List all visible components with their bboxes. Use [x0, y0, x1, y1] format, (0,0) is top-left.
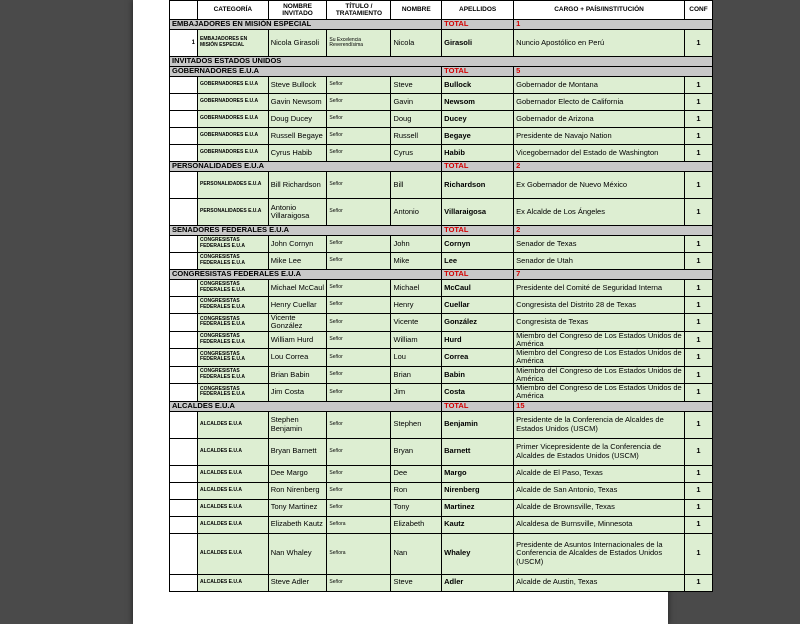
cell-categoria: GOBERNADORES E.U.A	[198, 94, 269, 111]
cell-categoria: CONGRESISTAS FEDERALES E.U.A	[198, 253, 269, 270]
cell-titulo: Señor	[327, 280, 391, 297]
cell-titulo: Señor	[327, 384, 391, 402]
row-index	[170, 253, 198, 270]
row-index	[170, 366, 198, 384]
cell-cargo: Alcaldesa de Burnsville, Minnesota	[514, 516, 685, 533]
total-count: 7	[514, 270, 713, 280]
row-index: 1	[170, 30, 198, 57]
section-label: EMBAJADORES EN MISIÓN ESPECIAL	[170, 20, 442, 30]
row-index	[170, 516, 198, 533]
cell-conf: 1	[684, 111, 712, 128]
document-page	[133, 0, 708, 624]
cell-titulo: Su Excelencia Reverendísima	[327, 30, 391, 57]
cell-cargo: Primer Vicepresidente de la Conferencia de Alcaldes de Estados Unidos (USCM)	[514, 438, 685, 465]
cell-titulo: Señor	[327, 94, 391, 111]
row-index	[170, 411, 198, 438]
header-nombre-invitado: NOMBRE INVITADO	[268, 1, 327, 20]
cell-categoria: ALCALDES E.U.A	[198, 574, 269, 591]
header-categoria: CATEGORÍA	[198, 1, 269, 20]
cell-apellido: Villaraigosa	[442, 199, 514, 226]
section-alcaldes	[170, 401, 713, 411]
cell-invitado: Brian Babin	[268, 366, 327, 384]
cell-categoria: ALCALDES E.U.A	[198, 438, 269, 465]
cell-categoria: CONGRESISTAS FEDERALES E.U.A	[198, 384, 269, 402]
section-label: INVITADOS ESTADOS UNIDOS	[170, 57, 713, 67]
table-row	[170, 465, 713, 482]
cell-apellido: Adler	[442, 574, 514, 591]
cell-cargo: Senador de Texas	[514, 236, 685, 253]
cell-categoria: CONGRESISTAS FEDERALES E.U.A	[198, 366, 269, 384]
cell-invitado: Stephen Benjamin	[268, 411, 327, 438]
cell-nombre: Mike	[391, 253, 442, 270]
section-personalidades	[170, 162, 713, 172]
cell-titulo: Señor	[327, 465, 391, 482]
total-label: TOTAL	[442, 270, 514, 280]
total-label: TOTAL	[442, 401, 514, 411]
cell-invitado: Ron Nirenberg	[268, 482, 327, 499]
cell-apellido: Nirenberg	[442, 482, 514, 499]
cell-invitado: Henry Cuellar	[268, 297, 327, 314]
cell-apellido: Babin	[442, 366, 514, 384]
row-index	[170, 77, 198, 94]
cell-cargo: Alcalde de El Paso, Texas	[514, 465, 685, 482]
header-conf: CONF	[684, 1, 712, 20]
cell-titulo: Señor	[327, 145, 391, 162]
cell-categoria: ALCALDES E.U.A	[198, 499, 269, 516]
cell-nombre: Bill	[391, 172, 442, 199]
cell-titulo: Señora	[327, 516, 391, 533]
section-senadores	[170, 226, 713, 236]
cell-categoria: CONGRESISTAS FEDERALES E.U.A	[198, 280, 269, 297]
cell-nombre: Nicola	[391, 30, 442, 57]
total-count: 15	[514, 401, 713, 411]
cell-conf: 1	[684, 516, 712, 533]
cell-invitado: Russell Begaye	[268, 128, 327, 145]
cell-conf: 1	[684, 128, 712, 145]
row-index	[170, 172, 198, 199]
cell-conf: 1	[684, 499, 712, 516]
cell-nombre: Russell	[391, 128, 442, 145]
cell-categoria: GOBERNADORES E.U.A	[198, 128, 269, 145]
cell-invitado: Bryan Barnett	[268, 438, 327, 465]
cell-nombre: Vicente	[391, 314, 442, 332]
cell-cargo: Senador de Utah	[514, 253, 685, 270]
table-row	[170, 384, 713, 402]
section-label: CONGRESISTAS FEDERALES E.U.A	[170, 270, 442, 280]
row-index	[170, 199, 198, 226]
cell-conf: 1	[684, 438, 712, 465]
cell-apellido: Kautz	[442, 516, 514, 533]
section-embajadores	[170, 20, 713, 30]
cell-categoria: PERSONALIDADES E.U.A	[198, 172, 269, 199]
cell-categoria: EMBAJADORES EN MISIÓN ESPECIAL	[198, 30, 269, 57]
section-congresistas	[170, 270, 713, 280]
total-label: TOTAL	[442, 67, 514, 77]
cell-nombre: Antonio	[391, 199, 442, 226]
total-count: 5	[514, 67, 713, 77]
cell-categoria: PERSONALIDADES E.U.A	[198, 199, 269, 226]
table-row	[170, 574, 713, 591]
cell-nombre: Dee	[391, 465, 442, 482]
cell-conf: 1	[684, 30, 712, 57]
table-row	[170, 297, 713, 314]
cell-conf: 1	[684, 94, 712, 111]
cell-titulo: Señor	[327, 172, 391, 199]
cell-titulo: Señor	[327, 111, 391, 128]
cell-conf: 1	[684, 411, 712, 438]
cell-conf: 1	[684, 574, 712, 591]
table-row	[170, 482, 713, 499]
cell-titulo: Señor	[327, 314, 391, 332]
cell-invitado: Gavin Newsom	[268, 94, 327, 111]
cell-conf: 1	[684, 236, 712, 253]
table-row	[170, 30, 713, 57]
header-nombre: NOMBRE	[391, 1, 442, 20]
row-index	[170, 331, 198, 349]
cell-nombre: Ron	[391, 482, 442, 499]
cell-nombre: Brian	[391, 366, 442, 384]
row-index	[170, 482, 198, 499]
table-row	[170, 349, 713, 367]
cell-conf: 1	[684, 465, 712, 482]
row-index	[170, 499, 198, 516]
cell-invitado: Bill Richardson	[268, 172, 327, 199]
cell-apellido: Correa	[442, 349, 514, 367]
cell-nombre: Bryan	[391, 438, 442, 465]
cell-invitado: Doug Ducey	[268, 111, 327, 128]
row-index	[170, 438, 198, 465]
cell-conf: 1	[684, 384, 712, 402]
table-row	[170, 499, 713, 516]
cell-titulo: Señor	[327, 366, 391, 384]
table-row	[170, 94, 713, 111]
cell-conf: 1	[684, 533, 712, 574]
row-index	[170, 574, 198, 591]
cell-cargo: Alcalde de Brownsville, Texas	[514, 499, 685, 516]
cell-apellido: Newsom	[442, 94, 514, 111]
cell-apellido: Cuellar	[442, 297, 514, 314]
alcaldes-rows	[170, 411, 713, 591]
cell-apellido: Margo	[442, 465, 514, 482]
total-count: 1	[514, 20, 713, 30]
cell-nombre: Doug	[391, 111, 442, 128]
table-row	[170, 236, 713, 253]
cell-invitado: Lou Correa	[268, 349, 327, 367]
cell-invitado: Nan Whaley	[268, 533, 327, 574]
header-cargo: CARGO + PAÍS/INSTITUCIÓN	[514, 1, 685, 20]
cell-conf: 1	[684, 172, 712, 199]
cell-conf: 1	[684, 145, 712, 162]
cell-categoria: GOBERNADORES E.U.A	[198, 111, 269, 128]
total-label: TOTAL	[442, 20, 514, 30]
cell-invitado: Nicola Girasoli	[268, 30, 327, 57]
table-row	[170, 533, 713, 574]
cell-categoria: ALCALDES E.U.A	[198, 411, 269, 438]
total-count: 2	[514, 162, 713, 172]
cell-cargo: Nuncio Apostólico en Perú	[514, 30, 685, 57]
row-index	[170, 94, 198, 111]
cell-categoria: ALCALDES E.U.A	[198, 516, 269, 533]
cell-invitado: Dee Margo	[268, 465, 327, 482]
header-idx	[170, 1, 198, 20]
cell-categoria: GOBERNADORES E.U.A	[198, 77, 269, 94]
section-label: SENADORES FEDERALES E.U.A	[170, 226, 442, 236]
cell-invitado: Mike Lee	[268, 253, 327, 270]
cell-categoria: CONGRESISTAS FEDERALES E.U.A	[198, 331, 269, 349]
table-row	[170, 111, 713, 128]
cell-apellido: Benjamin	[442, 411, 514, 438]
cell-apellido: Costa	[442, 384, 514, 402]
row-index	[170, 236, 198, 253]
row-index	[170, 314, 198, 332]
cell-cargo: Alcalde de Austin, Texas	[514, 574, 685, 591]
congresistas-rows	[170, 280, 713, 402]
cell-cargo: Presidente de la Conferencia de Alcaldes de Estados Unidos (USCM)	[514, 411, 685, 438]
table-row	[170, 77, 713, 94]
section-label: PERSONALIDADES E.U.A	[170, 162, 442, 172]
row-index	[170, 297, 198, 314]
cell-nombre: Tony	[391, 499, 442, 516]
cell-invitado: Michael McCaul	[268, 280, 327, 297]
table-row	[170, 438, 713, 465]
cell-invitado: Cyrus Habib	[268, 145, 327, 162]
cell-titulo: Señor	[327, 438, 391, 465]
row-index	[170, 384, 198, 402]
cell-categoria: CONGRESISTAS FEDERALES E.U.A	[198, 297, 269, 314]
cell-titulo: Señora	[327, 533, 391, 574]
header-titulo: TÍTULO / TRATAMIENTO	[327, 1, 391, 20]
cell-apellido: González	[442, 314, 514, 332]
total-count: 2	[514, 226, 713, 236]
cell-cargo: Miembro del Congreso de Los Estados Unidos de América	[514, 331, 685, 349]
cell-apellido: Martinez	[442, 499, 514, 516]
cell-invitado: Elizabeth Kautz	[268, 516, 327, 533]
cell-apellido: Cornyn	[442, 236, 514, 253]
cell-titulo: Señor	[327, 482, 391, 499]
cell-nombre: Steve	[391, 574, 442, 591]
cell-cargo: Presidente del Comité de Seguridad Interna	[514, 280, 685, 297]
cell-invitado: Vicente González	[268, 314, 327, 332]
cell-categoria: CONGRESISTAS FEDERALES E.U.A	[198, 236, 269, 253]
cell-conf: 1	[684, 349, 712, 367]
cell-categoria: ALCALDES E.U.A	[198, 482, 269, 499]
cell-invitado: John Cornyn	[268, 236, 327, 253]
cell-apellido: Whaley	[442, 533, 514, 574]
cell-titulo: Señor	[327, 77, 391, 94]
cell-conf: 1	[684, 199, 712, 226]
cell-apellido: Lee	[442, 253, 514, 270]
cell-nombre: Jim	[391, 384, 442, 402]
cell-cargo: Presidente de Asuntos Internacionales de la Conferencia de Alcaldes de Estados Unidos (USCM)	[514, 533, 685, 574]
cell-conf: 1	[684, 331, 712, 349]
cell-titulo: Señor	[327, 574, 391, 591]
cell-invitado: Jim Costa	[268, 384, 327, 402]
table-row	[170, 199, 713, 226]
cell-cargo: Miembro del Congreso de Los Estados Unidos de América	[514, 366, 685, 384]
cell-cargo: Gobernador Electo de California	[514, 94, 685, 111]
cell-apellido: Ducey	[442, 111, 514, 128]
table-row	[170, 145, 713, 162]
section-label: ALCALDES E.U.A	[170, 401, 442, 411]
cell-cargo: Gobernador de Montana	[514, 77, 685, 94]
total-label: TOTAL	[442, 162, 514, 172]
cell-invitado: Steve Adler	[268, 574, 327, 591]
cell-nombre: William	[391, 331, 442, 349]
cell-cargo: Congresista del Distrito 28 de Texas	[514, 297, 685, 314]
cell-invitado: Tony Martinez	[268, 499, 327, 516]
cell-invitado: Antonio Villaraigosa	[268, 199, 327, 226]
cell-conf: 1	[684, 297, 712, 314]
row-index	[170, 349, 198, 367]
cell-cargo: Ex Alcalde de Los Ángeles	[514, 199, 685, 226]
cell-titulo: Señor	[327, 331, 391, 349]
cell-titulo: Señor	[327, 236, 391, 253]
cell-invitado: William Hurd	[268, 331, 327, 349]
table-row	[170, 280, 713, 297]
cell-cargo: Presidente de Navajo Nation	[514, 128, 685, 145]
cell-cargo: Congresista de Texas	[514, 314, 685, 332]
cell-cargo: Alcalde de San Antonio, Texas	[514, 482, 685, 499]
cell-nombre: Michael	[391, 280, 442, 297]
cell-cargo: Vicegobernador del Estado de Washington	[514, 145, 685, 162]
row-index	[170, 465, 198, 482]
cell-categoria: ALCALDES E.U.A	[198, 533, 269, 574]
total-label: TOTAL	[442, 226, 514, 236]
row-index	[170, 128, 198, 145]
cell-cargo: Ex Gobernador de Nuevo México	[514, 172, 685, 199]
table-row	[170, 253, 713, 270]
cell-categoria: CONGRESISTAS FEDERALES E.U.A	[198, 349, 269, 367]
personalidades-rows	[170, 172, 713, 226]
cell-nombre: Cyrus	[391, 145, 442, 162]
cell-titulo: Señor	[327, 199, 391, 226]
cell-apellido: Bullock	[442, 77, 514, 94]
gobernadores-rows	[170, 77, 713, 162]
cell-apellido: Girasoli	[442, 30, 514, 57]
section-label: GOBERNADORES E.U.A	[170, 67, 442, 77]
cell-categoria: CONGRESISTAS FEDERALES E.U.A	[198, 314, 269, 332]
cell-apellido: Begaye	[442, 128, 514, 145]
cell-titulo: Señor	[327, 349, 391, 367]
table-row	[170, 331, 713, 349]
cell-conf: 1	[684, 366, 712, 384]
cell-nombre: Gavin	[391, 94, 442, 111]
cell-nombre: Steve	[391, 77, 442, 94]
cell-nombre: Elizabeth	[391, 516, 442, 533]
cell-categoria: ALCALDES E.U.A	[198, 465, 269, 482]
cell-titulo: Señor	[327, 253, 391, 270]
cell-apellido: Barnett	[442, 438, 514, 465]
cell-cargo: Miembro del Congreso de Los Estados Unidos de América	[514, 349, 685, 367]
table-row	[170, 172, 713, 199]
header-apellidos: APELLIDOS	[442, 1, 514, 20]
cell-titulo: Señor	[327, 128, 391, 145]
cell-titulo: Señor	[327, 499, 391, 516]
senadores-rows	[170, 236, 713, 270]
cell-apellido: McCaul	[442, 280, 514, 297]
cell-categoria: GOBERNADORES E.U.A	[198, 145, 269, 162]
cell-conf: 1	[684, 253, 712, 270]
cell-cargo: Miembro del Congreso de Los Estados Unidos de América	[514, 384, 685, 402]
row-index	[170, 533, 198, 574]
cell-nombre: Henry	[391, 297, 442, 314]
cell-cargo: Gobernador de Arizona	[514, 111, 685, 128]
cell-nombre: Nan	[391, 533, 442, 574]
cell-titulo: Señor	[327, 411, 391, 438]
table-row	[170, 516, 713, 533]
cell-invitado: Steve Bullock	[268, 77, 327, 94]
cell-apellido: Hurd	[442, 331, 514, 349]
section-gobernadores	[170, 67, 713, 77]
cell-nombre: Stephen	[391, 411, 442, 438]
row-index	[170, 280, 198, 297]
cell-conf: 1	[684, 77, 712, 94]
table-row	[170, 128, 713, 145]
cell-conf: 1	[684, 280, 712, 297]
cell-titulo: Señor	[327, 297, 391, 314]
section-invitados	[170, 57, 713, 67]
cell-conf: 1	[684, 314, 712, 332]
table-row	[170, 366, 713, 384]
guest-list-table	[169, 0, 713, 592]
cell-nombre: John	[391, 236, 442, 253]
header-row	[170, 1, 713, 20]
table-row	[170, 411, 713, 438]
cell-conf: 1	[684, 482, 712, 499]
row-index	[170, 145, 198, 162]
cell-apellido: Habib	[442, 145, 514, 162]
cell-nombre: Lou	[391, 349, 442, 367]
row-index	[170, 111, 198, 128]
cell-apellido: Richardson	[442, 172, 514, 199]
table-row	[170, 314, 713, 332]
